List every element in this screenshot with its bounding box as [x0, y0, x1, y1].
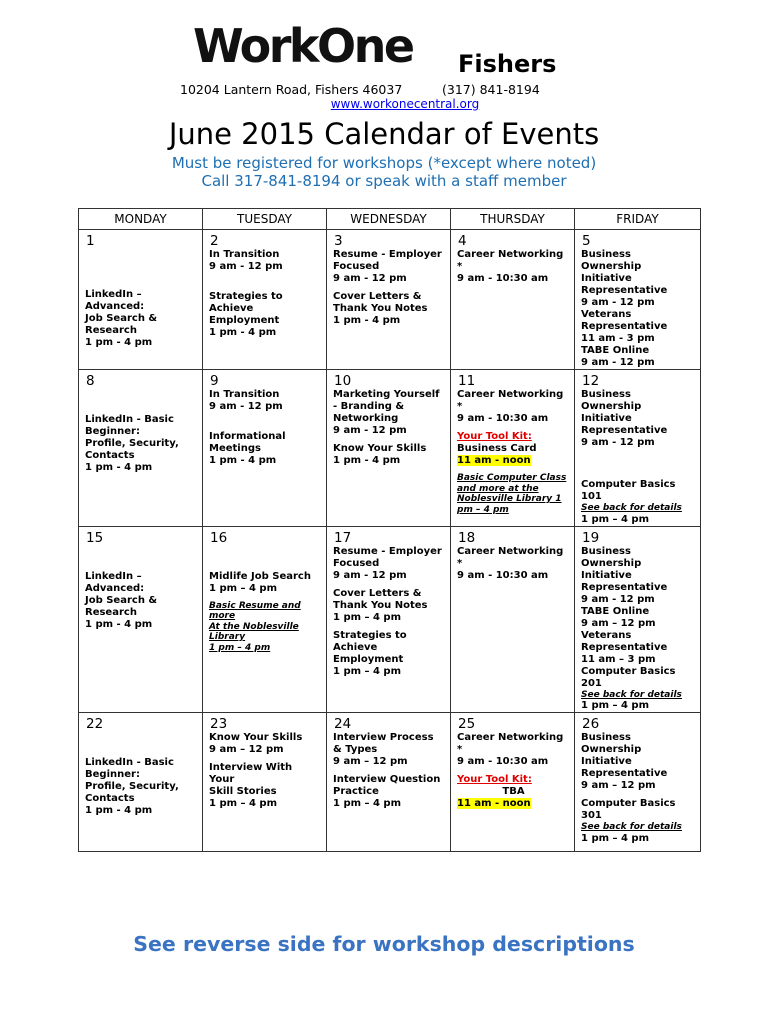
day-cell	[575, 713, 701, 852]
day-cell	[79, 370, 203, 527]
address-line	[180, 82, 540, 97]
event: In Transition 9 am - 12 pm	[209, 389, 283, 412]
day-cell	[203, 526, 327, 713]
event: Interview Question Practice 1 pm – 4 pm	[333, 774, 441, 809]
contact-note: Call 317-841-8194 or speak with a staff member	[201, 172, 567, 190]
day-number: 17	[334, 529, 352, 546]
day-number: 25	[458, 716, 476, 732]
day-number: 1	[86, 233, 95, 249]
event: Informational Meetings 1 pm - 4 pm	[209, 431, 286, 466]
event: Interview With Your Skill Stories 1 pm – 4 pm	[209, 762, 293, 809]
event: Resume - Employer Focused 9 am - 12 pm	[333, 545, 442, 581]
event: Business Ownership Initiative Representative 9 am - 12 pm Veterans Representative 11 am - 3 pm TABE Online 9 am - 12 pm	[581, 249, 668, 368]
library-note: Basic Computer Class and more at the Noblesville Library 1 pm – 4 pm	[457, 473, 567, 515]
day-cell	[575, 230, 701, 370]
event: Computer Basics 301 See back for details 1 pm – 4 pm	[575, 798, 700, 845]
weekday-header: MONDAY	[79, 209, 203, 230]
day-number: 11	[458, 373, 476, 389]
library-note: Basic Resume and more At the Noblesville Library 1 pm – 4 pm	[209, 600, 301, 653]
event: Career Networking * 9 am - 10:30 am	[457, 249, 564, 284]
day-number: 26	[582, 716, 600, 732]
registration-note: Must be registered for workshops (*except where noted)	[171, 154, 597, 172]
event: Business Ownership Initiative Representative 9 am – 12 pm	[581, 732, 668, 791]
day-number: 5	[582, 233, 591, 249]
event: Know Your Skills 1 pm - 4 pm	[333, 443, 427, 466]
day-number: 23	[210, 716, 228, 732]
day-cell	[79, 713, 203, 852]
day-cell	[327, 230, 451, 370]
day-number: 9	[210, 373, 219, 389]
day-cell	[451, 526, 575, 713]
day-cell	[575, 526, 701, 713]
day-cell	[203, 713, 327, 852]
event: LinkedIn – Advanced: Job Search & Research 1 pm - 4 pm	[85, 289, 158, 348]
day-number: 22	[86, 716, 104, 732]
day-cell	[327, 713, 451, 852]
day-cell	[79, 230, 203, 370]
event: Career Networking * 9 am - 10:30 am	[457, 732, 564, 767]
day-cell	[327, 370, 451, 527]
day-cell	[451, 230, 575, 370]
weekday-header: TUESDAY	[203, 209, 327, 230]
event: Computer Basics 101 See back for details 1 pm – 4 pm	[575, 479, 700, 526]
highlighted-time: 11 am - noon	[457, 798, 531, 809]
events-calendar	[78, 208, 701, 852]
weekday-header-row	[79, 209, 701, 230]
day-cell	[203, 370, 327, 527]
day-cell	[327, 526, 451, 713]
day-cell	[575, 370, 701, 527]
event: Know Your Skills 9 am – 12 pm	[209, 732, 303, 755]
location-name: Fishers	[458, 50, 557, 78]
footer-note: See reverse side for workshop descriptions	[133, 932, 635, 956]
day-number: 19	[582, 529, 600, 546]
event: Marketing Yourself - Branding & Networking 9 am - 12 pm	[333, 389, 440, 436]
see-back-note: See back for details	[581, 822, 682, 832]
event: Interview Process & Types 9 am – 12 pm	[333, 732, 434, 767]
tool-kit-event: Your Tool Kit: Business Card 11 am - noon	[457, 431, 537, 466]
tool-kit-event: Your Tool Kit: TBA 11 am - noon	[457, 774, 532, 809]
event: Strategies to Achieve Employment 1 pm - 4 pm	[209, 291, 283, 338]
day-cell	[79, 526, 203, 713]
event: LinkedIn - Basic Beginner: Profile, Security, Contacts 1 pm - 4 pm	[85, 414, 179, 473]
workone-logo: WorkOne	[193, 19, 413, 73]
event: Career Networking * 9 am - 10:30 am	[457, 389, 564, 424]
phone-number: (317) 841-8194	[442, 82, 540, 97]
event: Business Ownership Initiative Representative 9 am - 12 pm	[581, 389, 668, 448]
highlighted-time: 11 am - noon	[457, 455, 531, 466]
day-number: 3	[334, 233, 343, 249]
weekday-header: THURSDAY	[451, 209, 575, 230]
event: Resume - Employer Focused 9 am - 12 pm	[333, 249, 442, 284]
day-number: 4	[458, 233, 467, 249]
day-number: 16	[210, 529, 228, 546]
event: Cover Letters & Thank You Notes 1 pm – 4 pm	[333, 587, 428, 623]
day-number: 10	[334, 373, 352, 389]
street-address: 10204 Lantern Road, Fishers 46037	[180, 82, 403, 97]
day-cell	[451, 370, 575, 527]
day-number: 8	[86, 373, 95, 389]
tool-kit-label: Your Tool Kit:	[457, 431, 532, 442]
day-number: 12	[582, 373, 600, 389]
calendar-week	[79, 230, 701, 370]
event: Strategies to Achieve Employment 1 pm – 4 pm	[333, 629, 407, 677]
tool-kit-label: Your Tool Kit:	[457, 774, 532, 785]
day-cell	[451, 713, 575, 852]
page-title: June 2015 Calendar of Events	[168, 117, 600, 151]
document-header	[0, 0, 768, 205]
website-link[interactable]: www.workonecentral.org	[330, 97, 480, 111]
event: Career Networking * 9 am - 10:30 am	[457, 545, 564, 581]
event: LinkedIn - Basic Beginner: Profile, Security, Contacts 1 pm - 4 pm	[85, 757, 179, 816]
event: Cover Letters & Thank You Notes 1 pm - 4 pm	[333, 291, 428, 326]
event: Midlife Job Search 1 pm – 4 pm	[209, 570, 311, 594]
calendar-week	[79, 370, 701, 527]
see-back-note: See back for details	[581, 689, 682, 700]
day-number: 2	[210, 233, 219, 249]
event: LinkedIn – Advanced: Job Search & Research 1 pm - 4 pm	[85, 570, 158, 630]
day-number: 24	[334, 716, 352, 732]
weekday-header: FRIDAY	[575, 209, 701, 230]
day-number: 18	[458, 529, 476, 546]
event: In Transition 9 am - 12 pm	[209, 249, 283, 272]
event: Business Ownership Initiative Representative 9 am - 12 pm TABE Online 9 am – 12 pm Veterans Representative 11 am – 3 pm Computer Basics 201 See back for details 1 pm – 4 pm	[575, 546, 700, 713]
calendar-week	[79, 713, 701, 852]
day-number: 15	[86, 529, 104, 546]
weekday-header: WEDNESDAY	[327, 209, 451, 230]
see-back-note: See back for details	[581, 503, 682, 513]
day-cell	[203, 230, 327, 370]
calendar-week	[79, 526, 701, 713]
